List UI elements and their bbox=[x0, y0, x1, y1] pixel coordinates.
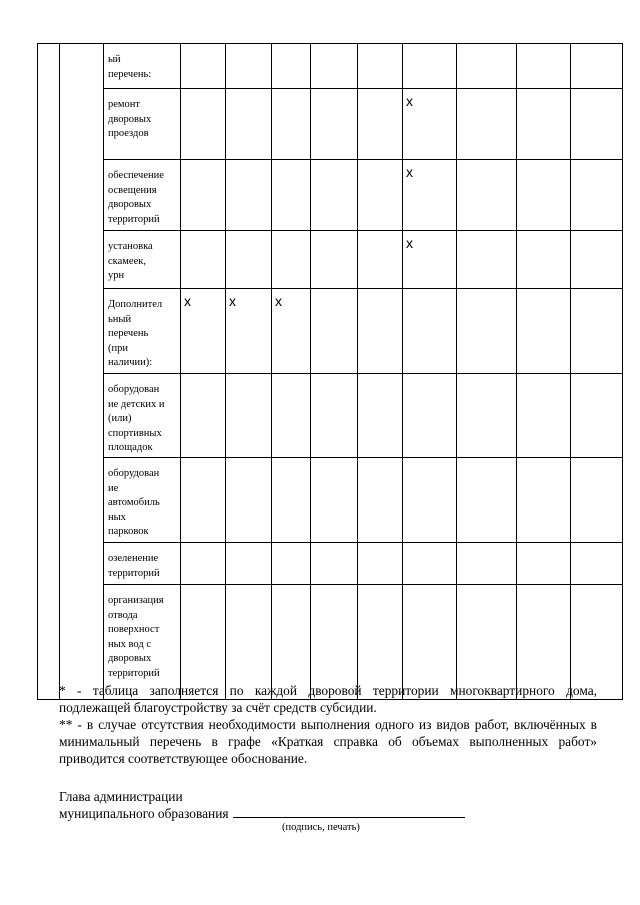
table-cell-address bbox=[60, 44, 104, 700]
table-cell bbox=[403, 44, 457, 89]
table-cell bbox=[571, 458, 623, 543]
signature-org-line bbox=[59, 805, 465, 822]
signature-org: муниципального образования bbox=[59, 806, 229, 821]
work-type-label: ремонт дворовых проездов bbox=[104, 89, 181, 160]
table-cell bbox=[272, 543, 311, 585]
table-body bbox=[38, 44, 623, 700]
table-cell bbox=[272, 458, 311, 543]
work-type-label: Дополнител ьный перечень (при наличии): bbox=[104, 289, 181, 374]
work-type-label: организация отвода поверхност ных вод с дворовых территорий bbox=[104, 585, 181, 700]
table-cell bbox=[571, 231, 623, 289]
footnote-1-text: * - таблица заполняется по каждой дворовой территории многоквартирного дома, подлежащей благоустройству за счёт средств субсидии. bbox=[59, 683, 597, 715]
table-cell bbox=[272, 374, 311, 458]
table-cell bbox=[272, 231, 311, 289]
table-cell bbox=[226, 458, 272, 543]
table-cell bbox=[571, 89, 623, 160]
table-cell bbox=[358, 44, 403, 89]
table-cell bbox=[311, 374, 358, 458]
table-cell bbox=[311, 231, 358, 289]
work-type-label: оборудован ие детских и (или) спортивных площадок bbox=[104, 374, 181, 458]
table-cell bbox=[358, 458, 403, 543]
work-type-label: ый перечень: bbox=[104, 44, 181, 89]
footnote-2-text: ** - в случае отсутствия необходимости выполнения одного из видов работ, включённых в минимальный перечень в графе «Краткая справка об объемах выполненных работ» приводится соответствующее обоснование. bbox=[59, 717, 597, 766]
table-cell bbox=[517, 289, 571, 374]
table-cell: x bbox=[403, 160, 457, 231]
table-cell bbox=[272, 44, 311, 89]
table-row bbox=[38, 44, 623, 89]
table-cell bbox=[358, 231, 403, 289]
table-cell bbox=[403, 374, 457, 458]
table-cell bbox=[571, 289, 623, 374]
table-cell: x bbox=[272, 289, 311, 374]
signature-line[interactable] bbox=[233, 805, 465, 818]
table-cell bbox=[311, 458, 358, 543]
table-cell-number bbox=[38, 44, 60, 700]
table-cell bbox=[226, 44, 272, 89]
work-type-label: озеленение территорий bbox=[104, 543, 181, 585]
table-cell: x bbox=[181, 289, 226, 374]
table-cell bbox=[226, 374, 272, 458]
footnote-1 bbox=[59, 682, 597, 716]
table-cell bbox=[457, 289, 517, 374]
table-cell bbox=[272, 89, 311, 160]
table-cell: x bbox=[226, 289, 272, 374]
table-cell: x bbox=[403, 89, 457, 160]
table-cell bbox=[457, 44, 517, 89]
table-row bbox=[38, 160, 623, 231]
table-cell bbox=[358, 543, 403, 585]
table-cell bbox=[457, 89, 517, 160]
work-type-label: установка скамеек, урн bbox=[104, 231, 181, 289]
table-cell bbox=[358, 289, 403, 374]
table-cell bbox=[311, 160, 358, 231]
table-cell bbox=[181, 374, 226, 458]
table-cell bbox=[517, 458, 571, 543]
work-type-label: обеспечение освещения дворовых территорий bbox=[104, 160, 181, 231]
signature-caption: (подпись, печать) bbox=[282, 822, 360, 833]
table-cell bbox=[358, 89, 403, 160]
table-cell bbox=[226, 160, 272, 231]
table-cell bbox=[571, 160, 623, 231]
table-cell bbox=[517, 543, 571, 585]
table-cell bbox=[181, 160, 226, 231]
table-cell bbox=[457, 160, 517, 231]
table-cell bbox=[517, 231, 571, 289]
table-cell bbox=[181, 231, 226, 289]
table-cell bbox=[358, 374, 403, 458]
table-cell bbox=[226, 231, 272, 289]
footnote-2 bbox=[59, 716, 597, 767]
table-cell bbox=[517, 374, 571, 458]
table-row bbox=[38, 289, 623, 374]
works-table bbox=[37, 43, 623, 700]
table-cell bbox=[403, 543, 457, 585]
table-cell bbox=[517, 44, 571, 89]
table-cell bbox=[457, 374, 517, 458]
table-row bbox=[38, 231, 623, 289]
table-cell bbox=[517, 89, 571, 160]
table-cell bbox=[272, 160, 311, 231]
work-type-label: оборудован ие автомобиль ных парковок bbox=[104, 458, 181, 543]
table-cell bbox=[403, 458, 457, 543]
table-cell: x bbox=[403, 231, 457, 289]
table-cell bbox=[571, 374, 623, 458]
table-cell bbox=[571, 543, 623, 585]
table-cell bbox=[311, 89, 358, 160]
table-cell bbox=[457, 543, 517, 585]
table-cell bbox=[311, 289, 358, 374]
table-row bbox=[38, 89, 623, 160]
table-row bbox=[38, 458, 623, 543]
table-cell bbox=[226, 543, 272, 585]
signature-block bbox=[59, 788, 465, 822]
table-cell bbox=[181, 44, 226, 89]
table-row bbox=[38, 374, 623, 458]
table-cell bbox=[457, 231, 517, 289]
table-cell bbox=[457, 458, 517, 543]
signature-title: Глава администрации bbox=[59, 789, 183, 804]
table-cell bbox=[311, 543, 358, 585]
table-cell bbox=[311, 44, 358, 89]
table-cell bbox=[181, 543, 226, 585]
table-cell bbox=[358, 160, 403, 231]
table-cell bbox=[571, 44, 623, 89]
table-row bbox=[38, 543, 623, 585]
table-cell bbox=[403, 289, 457, 374]
table-cell bbox=[181, 458, 226, 543]
table-cell bbox=[181, 89, 226, 160]
table-cell bbox=[226, 89, 272, 160]
table-cell bbox=[517, 160, 571, 231]
